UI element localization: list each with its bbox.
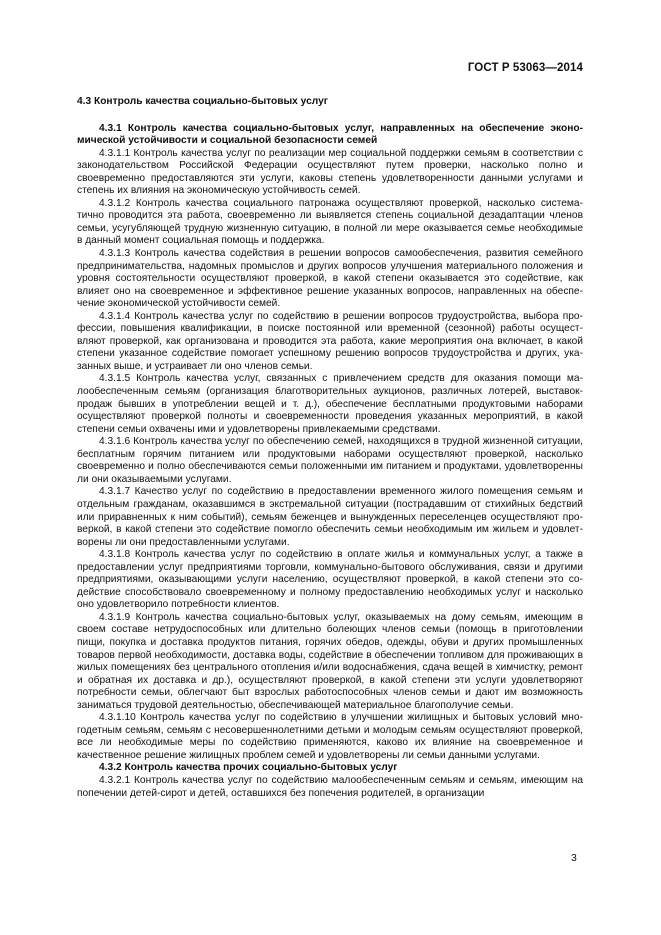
subsection-heading: 4.3.2 Контроль качества прочих социально-бытовых услуг	[99, 762, 398, 774]
paragraph: 4.3.1.8 Контроль качества услуг по содействию в оплате жилья и коммунальных услуг, а также в предоставлении услуг предприятиями торговли, коммунально-бытового обслуживания, связи и другими предприятиями, оказывающими услуги населению, осуществляют проверкой, в какой степени это содействие способствовало своевременному и полному предоставлению необходимых услуг и насколько оно удовлетворило потребности клиентов.	[77, 549, 583, 611]
paragraph: 4.3.1.2 Контроль качества социального патронажа осуществляют проверкой, насколько систематично проводится эта работа, своевременно ли выявляется степень социальной дезадаптации членов семьи, усугубляющей трудную жизненную ситуацию, в полной ли мере оказывается семье необходимые в данный момент социальная помощь и поддержка.	[77, 197, 583, 247]
document-number: ГОСТ Р 53063—2014	[467, 62, 583, 74]
paragraph: 4.3.1.10 Контроль качества услуг по содействию в улучшении жилищных и бытовых условий многодетным семьям, семьям с несовершеннолетними детьми и молодым семьям осуществляют проверкой, все ли необходимые меры по содействию применяются, каково их влияние на своевременное и качественное решение жилищных проблем семей и удовлетворены ли семьи данными услугами.	[77, 712, 583, 761]
paragraph: 4.3.2.1 Контроль качества услуг по содействию малообеспеченным семьям и семьям, имеющим на попечении детей-сирот и детей, оставшихся без попечения родителей, в организации	[77, 774, 583, 799]
page-number: 3	[571, 852, 577, 864]
paragraph: 4.3.1.9 Контроль качества социально-бытовых услуг, оказываемых на дому семьям, имеющим в своем составе нетрудоспособных или длительно болеющих членов семьи (помощь в приготовлении пищи, покупка и доставка продуктов питания, горячих обедов, одежды, обуви и других промышленных товаров первой необходимости, доставка воды, содействие в обеспечении топливом для проживающих в жилых помещениях без центрального отопления и/или водоснабжения, сдача вещей в химчистку, ремонт и обратная их доставка и др.), осуществляют проверкой, в какой степени эти услуги удовлетворяют потребности семьи, облегчают быт взрослых работоспособных членов семьи и дают им возможность заниматься трудовой деятельностью, обеспечивающей материальное благополучие семьи.	[77, 611, 583, 711]
paragraph: 4.3.1.5 Контроль качества услуг, связанных с привлечением средств для оказания помощи малообеспеченным семьям (организация благотворительных аукционов, различных лотерей, выставок-продаж бывших в употреблении вещей и т. д.), обеспечение бесплатными продуктовыми наборами осуществляют проверкой полноты и своевременности проведения указанных мероприятий, в какой степени семьи охвачены ими и удовлетворены привлекаемыми средствами.	[77, 373, 583, 435]
paragraph: 4.3.1.3 Контроль качества содействия в решении вопросов самообеспечения, развития семейного предпринимательства, надомных промыслов и других вопросов улучшения материального положения и уровня состоятельности осуществляют проверкой, в какой степени оказывается это содействие, как влияет оно на своевременное и эффективное решение указанных вопросов, направленных на обеспечение экономической устойчивости семей.	[77, 248, 583, 310]
section-title: 4.3 Контроль качества социально-бытовых услуг	[77, 96, 329, 107]
page-body	[77, 90, 583, 800]
subsection-heading: 4.3.1 Контроль качества социально-бытовых услуг, направленных на обеспечение экономической устойчивости и социальной безопасности семей	[77, 122, 583, 147]
paragraph: 4.3.1.1 Контроль качества услуг по реализации мер социальной поддержки семьям в соответствии с законодательством Российской Федерации осуществляют путем проверки, насколько полно и своевременно предоставляются эти услуги, каковы степень удовлетворенности данными услугами и степень их влияния на экономическую устойчивость семей.	[77, 147, 583, 197]
paragraph-list	[77, 123, 583, 801]
paragraph: 4.3.1.7 Качество услуг по содействию в предоставлении временного жилого помещения семьям и отдельным гражданам, оказавшимся в экстремальной ситуации (пострадавшим от стихийных бедствий или приравненных к ним событий), семьям беженцев и вынужденных переселенцев осуществляют проверкой, в какой степени это содействие помогло обеспечить семьи необходимым им жильем и удовлетворены ли они предоставленными услугами.	[77, 486, 583, 548]
paragraph: 4.3.1.6 Контроль качества услуг по обеспечению семей, находящихся в трудной жизненной ситуации, бесплатным горячим питанием или продуктовыми наборами осуществляют проверкой, насколько своевременно и полно обеспечиваются семьи положенными им питанием и продуктами, удовлетворенны ли они оказываемыми услугами.	[77, 436, 583, 485]
paragraph: 4.3.1.4 Контроль качества услуг по содействию в решении вопросов трудоустройства, выбора профессии, повышения квалификации, в поиске постоянной или временной (сезонной) работы осуществляют проверкой, как организована и проводится эта работа, какие мероприятия она включает, в какой степени указанное содействие помогает успешному решению вопросов трудоустройства и других, указанных выше, и устраивает ли оно членов семьи.	[77, 310, 583, 372]
